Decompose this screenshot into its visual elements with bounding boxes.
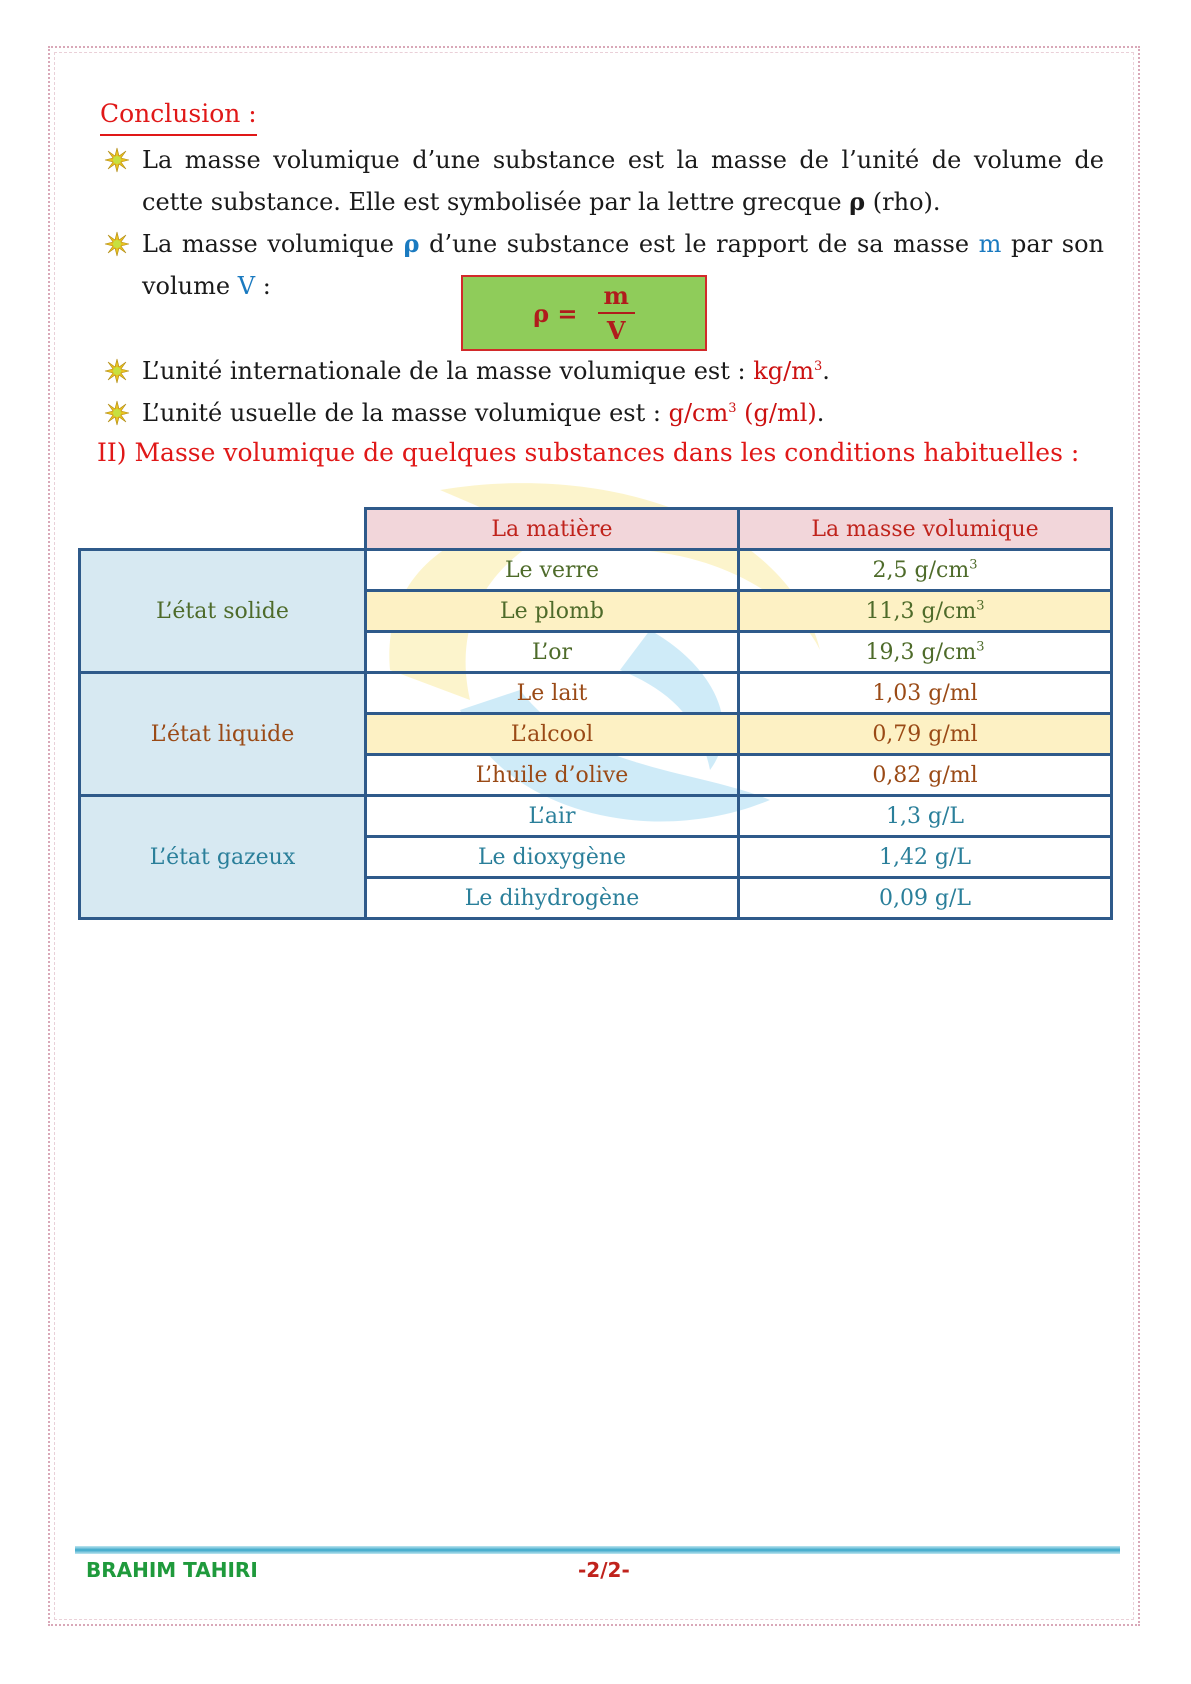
bullet-text: . (822, 357, 830, 385)
state-cell-liquid: L’état liquide (80, 673, 366, 796)
usual-unit-alt: (g/ml) (744, 399, 817, 427)
sun-star-icon (104, 400, 130, 426)
bullet-text: La masse volumique (142, 230, 404, 258)
formula-box (461, 275, 707, 351)
si-unit-exponent: 3 (813, 359, 823, 374)
density-cell: 0,79 g/ml (739, 714, 1112, 755)
matter-cell: Le dihydrogène (366, 878, 739, 919)
formula-numerator: m (598, 281, 635, 314)
table-header-matter: La matière (366, 509, 739, 550)
usual-unit-exponent: 3 (728, 401, 737, 416)
footer-author: BRAHIM TAHIRI (86, 1558, 258, 1582)
usual-unit-base: g/cm (668, 399, 729, 427)
density-cell: 0,82 g/ml (739, 755, 1112, 796)
density-cell (739, 632, 1112, 673)
table-header-row (80, 509, 1112, 550)
density-value: 19,3 g/cm (865, 639, 977, 665)
matter-cell: Le dioxygène (366, 837, 739, 878)
density-cell (739, 550, 1112, 591)
matter-cell: L’alcool (366, 714, 739, 755)
sun-star-icon (104, 147, 130, 173)
state-cell-gas: L’état gazeux (80, 796, 366, 919)
bullet-text: d’une substance est le rapport de sa masse (419, 230, 979, 258)
table-row (80, 673, 1112, 714)
volume-symbol: V (237, 272, 256, 300)
bullet-text: par son volume (142, 230, 1104, 300)
matter-cell: Le verre (366, 550, 739, 591)
density-cell: 0,09 g/L (739, 878, 1112, 919)
matter-cell: L’air (366, 796, 739, 837)
density-value: 2,5 g/cm (872, 557, 970, 583)
formula-fraction (598, 281, 635, 345)
formula-denominator: V (606, 316, 626, 345)
si-unit-base: kg/m (753, 357, 814, 385)
density-exponent: 3 (976, 598, 985, 614)
density-table (78, 507, 1113, 920)
bullet-definition (104, 139, 1104, 223)
bullet-text: (rho). (865, 188, 941, 216)
table-row (80, 550, 1112, 591)
conclusion-title: Conclusion : (100, 100, 257, 136)
table-header-density: La masse volumique (739, 509, 1112, 550)
table-row (80, 796, 1112, 837)
bullet-text: . (816, 399, 825, 427)
mass-symbol: m (978, 230, 1002, 258)
rho-symbol: ρ (403, 229, 420, 258)
formula-lhs: ρ = (533, 298, 578, 328)
table-empty-corner (80, 509, 366, 550)
footer-divider (75, 1546, 1120, 1554)
density-value: 11,3 g/cm (865, 598, 977, 624)
bullet-text: : (255, 272, 271, 300)
density-cell: 1,03 g/ml (739, 673, 1112, 714)
matter-cell: L’huile d’olive (366, 755, 739, 796)
matter-cell: Le plomb (366, 591, 739, 632)
matter-cell: Le lait (366, 673, 739, 714)
si-unit (753, 357, 822, 385)
density-exponent: 3 (969, 557, 978, 573)
bullet-si-unit (104, 350, 1104, 392)
bullet-text: La masse volumique d’une substance est la masse de l’unité de volume de cette substance. Elle est symbolisée par la lettre grecque (142, 146, 1104, 216)
density-cell (739, 591, 1112, 632)
density-exponent: 3 (976, 639, 985, 655)
usual-unit (669, 399, 737, 427)
sun-star-icon (104, 358, 130, 384)
state-cell-solid: L’état solide (80, 550, 366, 673)
section-title: II) Masse volumique de quelques substances dans les conditions habituelles : (97, 438, 1080, 467)
sun-star-icon (104, 231, 130, 257)
density-cell: 1,3 g/L (739, 796, 1112, 837)
density-formula (533, 281, 635, 345)
rho-symbol: ρ (849, 187, 866, 216)
footer-page-number: -2/2- (578, 1558, 630, 1582)
bullet-text: L’unité internationale de la masse volumique est : (142, 357, 754, 385)
bullet-usual-unit (104, 392, 1104, 434)
matter-cell: L’or (366, 632, 739, 673)
bullet-text: L’unité usuelle de la masse volumique est : (142, 399, 669, 427)
density-cell: 1,42 g/L (739, 837, 1112, 878)
